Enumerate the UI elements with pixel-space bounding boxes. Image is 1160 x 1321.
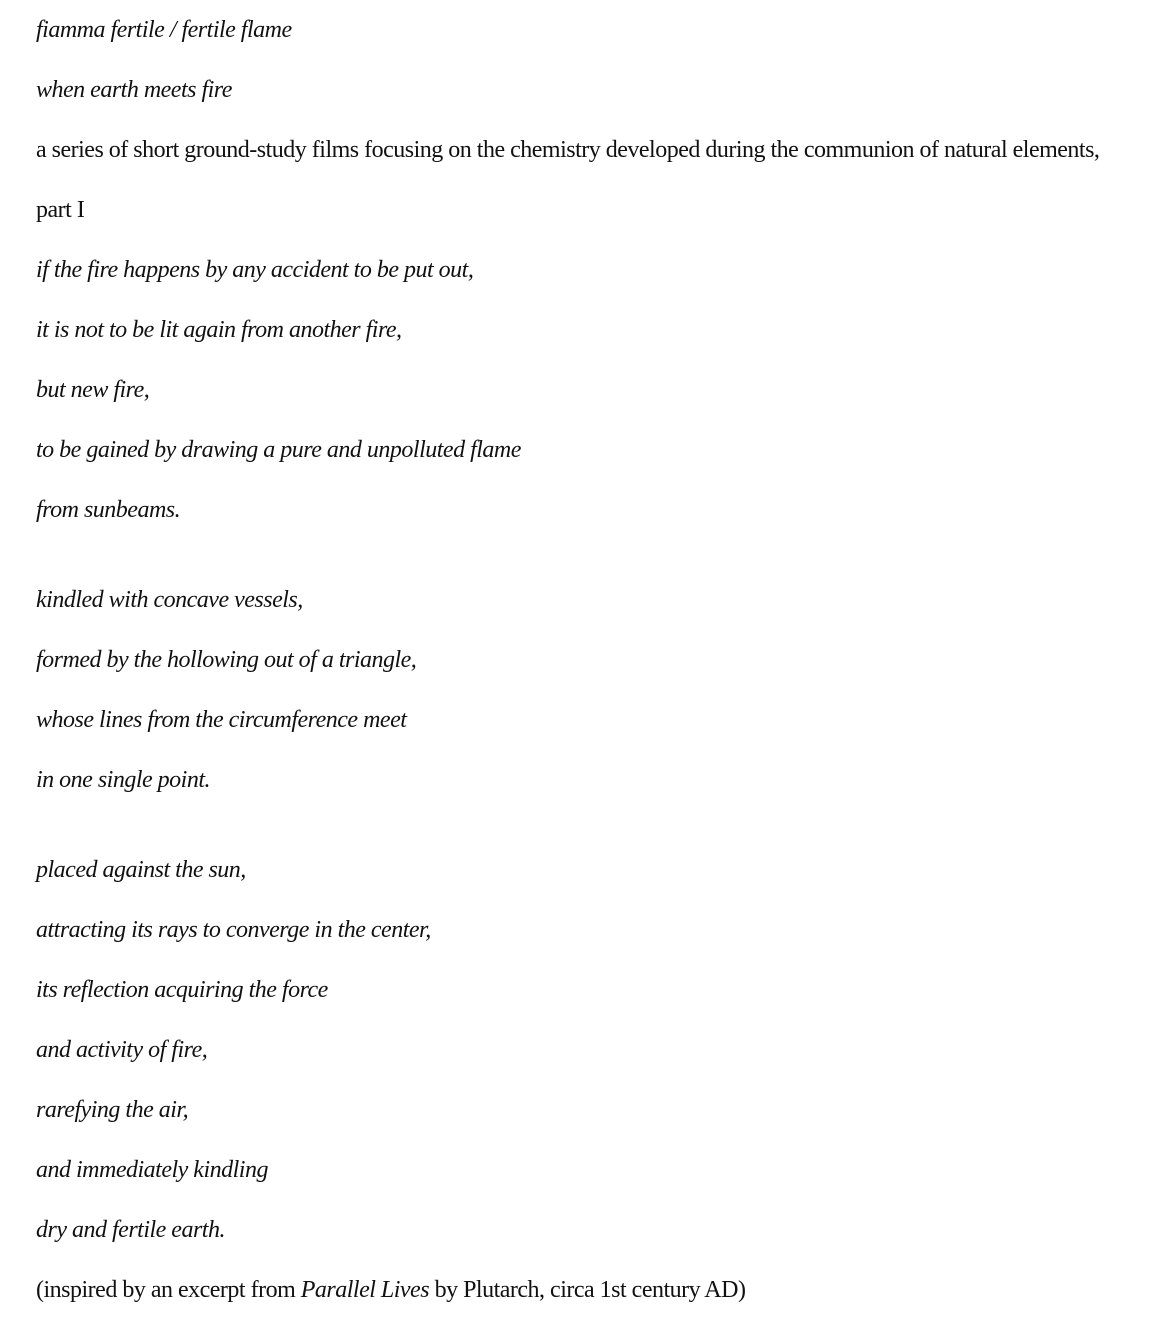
poem-line: kindled with concave vessels,	[36, 587, 303, 613]
poem-line: attracting its rays to converge in the center,	[36, 917, 431, 943]
source-credit	[36, 1275, 745, 1305]
poem-line: it is not to be lit again from another fire,	[36, 317, 402, 343]
poem-line: whose lines from the circumference meet	[36, 707, 407, 733]
poem-line: and activity of fire,	[36, 1037, 208, 1063]
poem-line: in one single point.	[36, 767, 210, 793]
page-title: fiamma fertile / fertile flame	[36, 17, 292, 43]
credit-prefix: (inspired by an excerpt from	[36, 1277, 301, 1303]
poem-line: and immediately kindling	[36, 1157, 268, 1183]
poem-line: placed against the sun,	[36, 857, 246, 883]
credit-work-title: Parallel Lives	[300, 1277, 430, 1303]
poem-line: to be gained by drawing a pure and unpolluted flame	[36, 437, 521, 463]
series-description: a series of short ground-study films focusing on the chemistry developed during the communion of natural elements,	[36, 137, 1100, 163]
part-label: part I	[36, 197, 85, 223]
poem-line: formed by the hollowing out of a triangle,	[36, 647, 417, 673]
poem-line: rarefying the air,	[36, 1097, 189, 1123]
poem-line: dry and fertile earth.	[36, 1217, 225, 1243]
poem-line: from sunbeams.	[36, 497, 181, 523]
poem-line: its reflection acquiring the force	[36, 977, 328, 1003]
page-subtitle: when earth meets fire	[36, 77, 232, 103]
poem-line: but new fire,	[36, 377, 150, 403]
poem-line: if the fire happens by any accident to be put out,	[36, 257, 474, 283]
credit-suffix: by Plutarch, circa 1st century AD)	[429, 1277, 746, 1303]
